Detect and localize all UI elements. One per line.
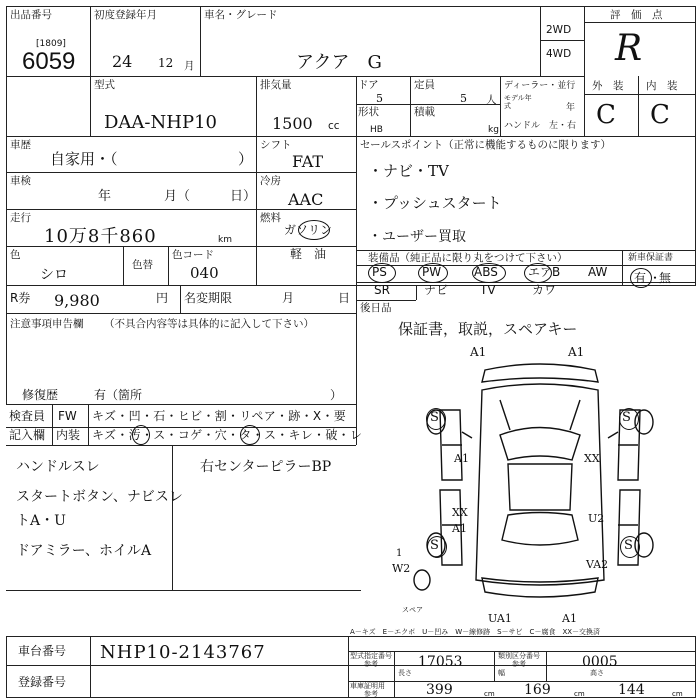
interior-items: キズ・汚・ス・コゲ・穴・タ・ス・キレ・破・レ [92, 428, 363, 442]
mileage-label: 走行 [10, 212, 31, 224]
type-no-label: 型式指定番号 [350, 652, 392, 660]
capacity-unit: 人 [486, 94, 497, 106]
mileage-value: 10万8千860 [44, 226, 157, 247]
color-value: シロ [40, 267, 68, 283]
interior-scuff-circle [240, 425, 260, 445]
mark-ua1: UA1 [488, 612, 512, 625]
car-diagram [400, 340, 680, 620]
mark-one: 1 [396, 548, 403, 559]
name-change-month: 月 [282, 291, 295, 305]
mark-a1-left-rear: A1 [452, 522, 467, 535]
legend: A－キズ E－エクボ U－凹み W－線修跡 S－サビ C－腐食 XX－交換済 [350, 628, 601, 636]
sales-point-1: ・ナビ・TV [368, 162, 449, 180]
width-unit: cm [574, 690, 585, 698]
comment-2: スタートボタン、ナビスレ [16, 489, 183, 505]
car-name-label: 車名・グレード [204, 9, 278, 21]
equip-abs: ABS [474, 265, 498, 279]
mark-spare: スペア [402, 606, 423, 614]
mark-rust-fl: S [430, 410, 439, 425]
dealer-label: ディーラー・並行 [504, 81, 576, 91]
fuel-label: 燃料 [260, 212, 281, 224]
name-change-label: 名変期限 [184, 291, 233, 305]
color-label: 色 [10, 249, 21, 261]
notes-instruction: （不具合内容等は具体的に記入して下さい） [104, 318, 314, 330]
lot-number: 6059 [22, 48, 76, 75]
mileage-unit: km [218, 235, 232, 245]
equip-sr: SR [374, 283, 390, 297]
class-no-ref: 参考 [512, 660, 526, 668]
exterior-value: C [596, 100, 616, 130]
model-label: 型式 [94, 79, 115, 91]
sales-point-3: ・ユーザー買取 [368, 229, 466, 245]
car-name: アクア G [296, 52, 382, 73]
equip-pw: PW [422, 265, 442, 279]
first-reg-label: 初度登録年月 [94, 9, 157, 21]
history-label: 車歴 [10, 139, 31, 151]
rust-fr-circle [619, 408, 639, 430]
cert-label: 車庫証明用 [350, 682, 385, 690]
repair-value: 有（箇所 [94, 388, 143, 402]
height-label: 高さ [590, 669, 604, 677]
door-label: ドア [358, 79, 379, 91]
equip-airbag-circle [524, 263, 552, 283]
warranty-label: 新車保証書 [628, 253, 674, 263]
equip-ps: PS [372, 265, 387, 279]
model-year-label: モデル年式 [504, 94, 532, 110]
door-value: 5 [376, 92, 383, 105]
inspection-month-unit: 月（ [164, 189, 191, 204]
equip-aw: AW [588, 265, 608, 279]
inspector-label-1: 検査員 [9, 409, 46, 423]
fuel-gasoline: ガソリン [284, 223, 333, 237]
mark-rust-rr: S [624, 538, 633, 553]
later-value: 保証書，取説，スペアキー [398, 320, 578, 338]
first-reg-month: 12 [158, 56, 174, 70]
width-label: 幅 [498, 669, 505, 677]
displacement-label: 排気量 [260, 79, 292, 91]
class-no-label: 類別区分番号 [498, 652, 540, 660]
comment-3: トA・U [16, 513, 66, 529]
class-no-value: 0005 [582, 654, 618, 670]
history-value: 自家用・（ [50, 150, 118, 168]
inspection-label: 車検 [10, 175, 31, 187]
shift-value: FAT [292, 152, 324, 171]
grade-label: 評 価 点 [610, 9, 663, 21]
year-unit: 年 [566, 103, 576, 113]
cert-ref: 参考 [364, 690, 378, 698]
load-unit: kg [488, 125, 499, 135]
equipment-label: 装備品（純正品に限り丸をつけて下さい） [368, 252, 568, 264]
warranty-sep: ・ [649, 271, 662, 285]
capacity-label: 定員 [414, 79, 435, 91]
interior-label: 内 装 [646, 80, 678, 92]
rust-rl-circle [427, 536, 447, 558]
first-reg-year: 24 [112, 52, 133, 71]
warranty-no: 無 [659, 271, 672, 285]
type-no-ref: 参考 [364, 660, 378, 668]
lot-label: 出品番号 [10, 9, 52, 21]
equip-airbag: エアB [528, 265, 561, 279]
mark-u2: U2 [588, 512, 605, 525]
repair-label: 修復歴 [22, 388, 59, 402]
capacity-value: 5 [460, 92, 467, 105]
sales-label: セールスポイント（正常に機能するものに限ります） [360, 139, 612, 151]
fw-label: FW [58, 409, 77, 423]
mark-va2: VA2 [586, 558, 609, 571]
mark-front-left: A1 [470, 345, 487, 359]
mark-xx-left: XX [452, 506, 468, 519]
height-unit: cm [672, 690, 683, 698]
recycle-unit: 円 [156, 291, 169, 305]
displacement-value: 1500 [272, 114, 313, 133]
shape-label: 形状 [358, 106, 379, 118]
sales-point-2: ・プッシュスタート [368, 194, 502, 212]
repair-close: ） [330, 388, 343, 402]
history-close: ） [238, 150, 254, 168]
comment-1: ハンドルスレ [16, 459, 100, 475]
load-label: 積載 [414, 106, 435, 118]
warranty-circle [630, 268, 652, 288]
mark-front-right: A1 [568, 345, 585, 359]
mark-a1-left: A1 [454, 452, 469, 465]
inspection-day-unit: 日） [230, 189, 257, 204]
width-value: 169 [524, 682, 551, 698]
mark-a1-rear: A1 [562, 612, 577, 625]
length-value: 399 [426, 682, 453, 698]
fw-items: キズ・凹・石・ヒビ・割・リペア・跡・X・要 [92, 409, 347, 423]
drive-2wd: 2WD [546, 24, 572, 36]
repaint-label: 色替 [132, 259, 153, 271]
displacement-unit: cc [328, 120, 340, 132]
color-code-value: 040 [190, 264, 219, 282]
rust-fl-circle [426, 408, 446, 430]
ac-label: 冷房 [260, 175, 281, 187]
exterior-label: 外 装 [592, 80, 624, 92]
recycle-label: R券 [10, 291, 31, 305]
length-label: 長さ [398, 669, 412, 677]
equip-tv: TV [480, 283, 496, 297]
lot-sub: [1809] [36, 39, 66, 49]
interior-value: C [650, 100, 670, 130]
interior-stain-circle [132, 425, 150, 445]
inspection-year-unit: 年 [98, 189, 112, 204]
inspector-label-2: 記入欄 [9, 428, 46, 442]
rust-rr-circle [620, 536, 640, 558]
chassis-label: 車台番号 [18, 644, 67, 658]
interior-check-label: 内装 [56, 428, 81, 442]
mark-rust-fr: S [622, 410, 631, 425]
recycle-value: 9,980 [54, 291, 100, 310]
notes-label: 注意事項申告欄 [10, 318, 84, 330]
shift-label: シフト [260, 139, 292, 151]
mark-w2: W2 [392, 562, 411, 575]
warranty-yes: 有 [634, 271, 647, 285]
equip-abs-circle [472, 263, 506, 283]
mark-rust-rl: S [430, 538, 439, 553]
comment-4: ドアミラー、ホイルA [16, 543, 152, 559]
type-no-value: 17053 [418, 654, 463, 670]
handle-label: ハンドル 左・右 [504, 121, 577, 131]
height-value: 144 [618, 682, 645, 698]
reg-label: 登録番号 [18, 675, 67, 689]
equip-pw-circle [418, 263, 448, 283]
mark-xx-right: XX [584, 452, 600, 465]
grade-value: R [615, 28, 643, 69]
comment-right: 右センターピラーBP [200, 459, 332, 475]
fuel-diesel: 軽 油 [290, 247, 327, 261]
equip-navi: ナビ [424, 283, 449, 297]
fuel-gasoline-circle [298, 220, 330, 240]
equip-ps-circle [368, 263, 396, 283]
name-change-day: 日 [338, 291, 351, 305]
drive-4wd: 4WD [546, 48, 572, 60]
color-code-label: 色コード [172, 249, 214, 261]
model-value: DAA-NHP10 [104, 112, 217, 133]
shape-value: HB [370, 125, 383, 135]
ac-value: AAC [288, 190, 324, 209]
chassis-value: NHP10-2143767 [100, 642, 266, 663]
length-unit: cm [484, 690, 495, 698]
later-label: 後日品 [360, 302, 392, 314]
equip-leather: カワ [532, 283, 557, 297]
month-unit: 月 [184, 60, 195, 72]
